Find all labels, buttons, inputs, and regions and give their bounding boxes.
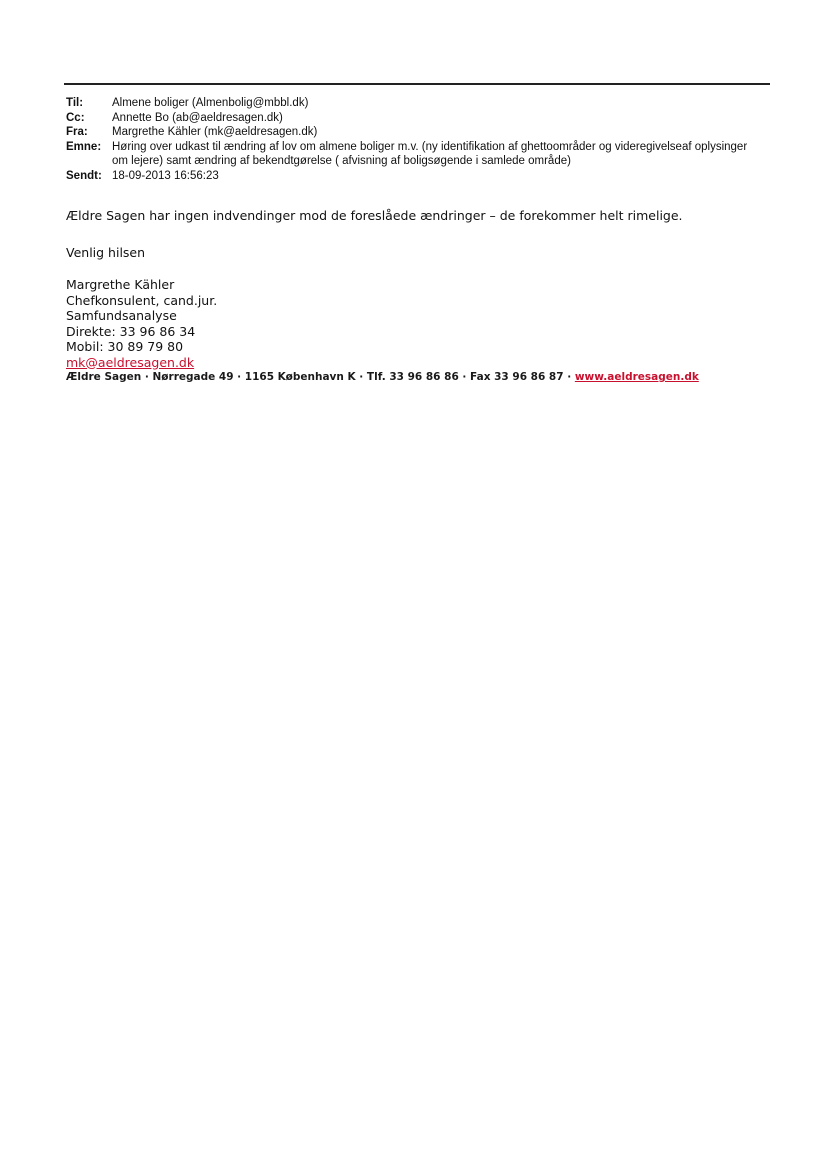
signature-mobile-phone: Mobil: 30 89 79 80 — [66, 339, 184, 354]
header-label: Sendt: — [66, 169, 102, 182]
signature-email-link[interactable]: mk@aeldresagen.dk — [66, 354, 195, 370]
header-row-to — [66, 96, 766, 111]
header-label: Fra: — [66, 126, 88, 138]
header-row-sent — [66, 169, 766, 184]
signature-title: Chefkonsulent, cand.jur. — [66, 292, 218, 308]
signature-name: Margrethe Kähler — [66, 277, 175, 292]
header-row-subject — [66, 140, 766, 169]
footer-website-link[interactable]: www.aeldresagen.dk — [574, 371, 699, 383]
header-row-cc — [66, 111, 766, 126]
organization-footer — [66, 370, 699, 384]
header-value-cc: Annette Bo (ab@aeldresagen.dk) — [112, 111, 283, 124]
signature-department: Samfundsanalyse — [66, 308, 177, 323]
header-value-sent: 18-09-2013 16:56:23 — [112, 169, 219, 182]
header-value-subject: Høring over udkast til ændring af lov om almene boliger m.v. (ny identifikation af ghettoområder og videregivelseaf oplysinger om lejere) samt ændring af bekendtgørelse ( afvisning af boligsøgende i samlede område) — [112, 140, 748, 167]
closing-line: Venlig hilsen — [66, 245, 146, 260]
header-label: Til: — [66, 97, 84, 109]
header-value-from: Margrethe Kähler (mk@aeldresagen.dk) — [112, 126, 318, 138]
body-paragraph: Ældre Sagen har ingen indvendinger mod de foreslåede ændringer – de forekommer helt rimelige. — [66, 208, 683, 223]
header-label: Emne: — [66, 140, 102, 153]
signature-block — [66, 277, 217, 370]
footer-address-text: Ældre Sagen · Nørregade 49 · 1165 København K · Tlf. 33 96 86 86 · Fax 33 96 86 87 · — [66, 371, 575, 383]
header-label: Cc: — [66, 111, 85, 124]
header-row-from — [66, 125, 766, 140]
header-divider — [64, 83, 770, 85]
signature-direct-phone: Direkte: 33 96 86 34 — [66, 323, 196, 339]
header-value-to: Almene boliger (Almenbolig@mbbl.dk) — [112, 97, 309, 109]
email-header-block — [66, 96, 766, 183]
